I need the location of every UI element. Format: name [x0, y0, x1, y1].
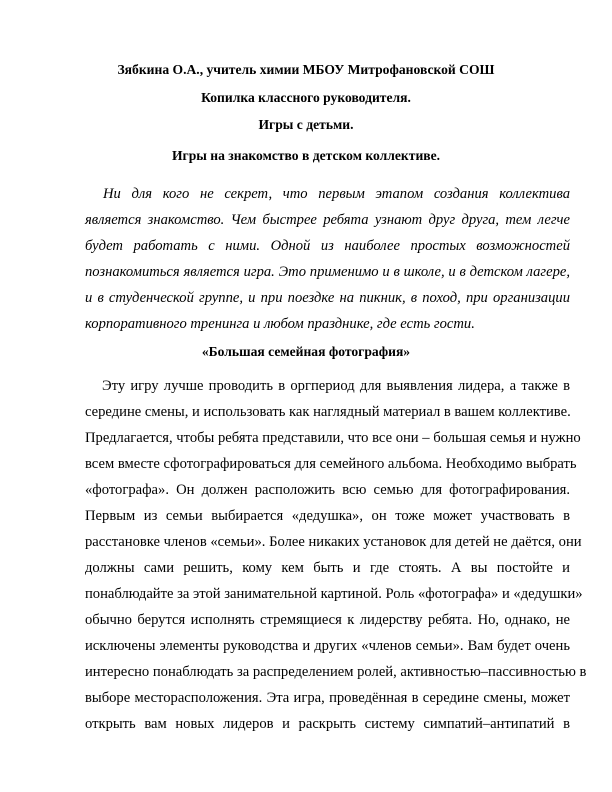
intro-line: познакомиться является игра. Это применимо и в школе, и в детском лагере,	[85, 264, 570, 280]
body-line: выборе месторасположения. Эта игра, проведённая в середине смены, может	[85, 690, 570, 706]
intro-line: и в студенческой группе, и при поездке на пикник, в поход, при организации	[85, 290, 570, 306]
body-line: расстановке членов «семьи». Более никаких установок для детей не даётся, они	[85, 534, 582, 550]
body-line: Эту игру лучше проводить в оргпериод для выявления лидера, а также в	[102, 378, 570, 394]
subtitle: Игры на знакомство в детском коллективе.	[171, 148, 441, 163]
topic-title: Игры с детьми.	[258, 117, 354, 132]
body-line: середине смены, и использовать как наглядный материал в вашем коллективе.	[85, 404, 571, 420]
intro-line: Ни для кого не секрет, что первым этапом создания коллектива	[103, 186, 570, 202]
collection-title: Копилка классного руководителя.	[201, 90, 411, 105]
body-line: Первым из семьи выбирается «дедушка», он тоже может участвовать в	[85, 508, 570, 524]
intro-line: корпоративного тренинга и любом празднике, где есть гости.	[85, 316, 475, 332]
body-line: Предлагается, чтобы ребята представили, что все они – большая семья и нужно	[85, 430, 581, 446]
intro-line: является знакомство. Чем быстрее ребята узнают друг друга, тем легче	[85, 212, 570, 228]
intro-line: будет работать с ними. Одной из наиболее простых возможностей	[85, 238, 570, 254]
body-line: открыть вам новых лидеров и раскрыть систему симпатий–антипатий в	[85, 716, 570, 732]
body-line: должны сами решить, кому кем быть и где стоять. А вы постойте и	[85, 560, 570, 576]
body-line: понаблюдайте за этой занимательной картиной. Роль «фотографа» и «дедушки»	[85, 586, 583, 602]
game-title: «Большая семейная фотография»	[201, 344, 411, 359]
author-line: Зябкина О.А., учитель химии МБОУ Митрофановской СОШ	[117, 62, 495, 77]
body-line: исключены элементы руководства и других «членов семьи». Вам будет очень	[85, 638, 570, 654]
body-line: интересно понаблюдать за распределением ролей, активностью–пассивностью в	[85, 664, 587, 680]
body-line: всем вместе сфотографироваться для семейного альбома. Необходимо выбрать	[85, 456, 577, 472]
body-line: обычно берутся исполнять стремящиеся к лидерству ребята. Но, однако, не	[85, 612, 570, 628]
body-line: «фотографа». Он должен расположить всю семью для фотографирования.	[85, 482, 570, 498]
